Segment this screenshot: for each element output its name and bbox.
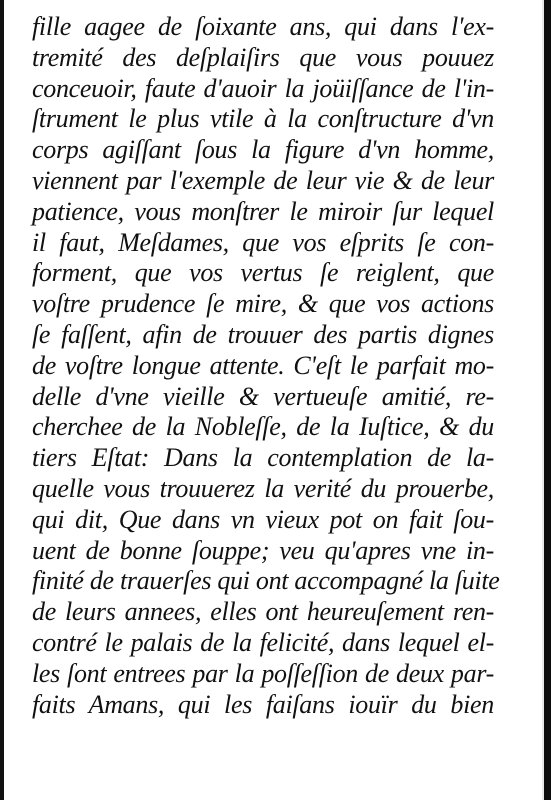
text-line-19: finité de trauerſes qui ont accompagné la ſuite	[32, 566, 500, 596]
text-line-11: ſe faſſent, afin de trouuer des partis dignes	[32, 319, 494, 349]
text-line-10: voſtre prudence ſe mire, & que vos actions	[32, 289, 494, 319]
text-line-16: quelle vous trouuerez la verité du prouerbe,	[32, 473, 494, 503]
text-line-1: fille aagee de ſoixante ans, qui dans l'ex-	[32, 12, 494, 41]
text-line-6: viennent par l'exemple de leur vie & de leur	[32, 165, 494, 195]
text-line-21: contré le palais de la felicité, dans lequel el-	[32, 627, 494, 657]
text-line-12: de voſtre longue attente. C'eſt le parfait mo-	[32, 350, 494, 380]
text-line-4: ſtrument le plus vtile à la conſtructure d'vn	[32, 104, 494, 134]
text-line-13: delle d'vne vieille & vertueuſe amitié, re-	[32, 381, 494, 411]
text-line-2: tremité des deſplaiſirs que vous pouuez	[32, 42, 494, 72]
text-line-8: il faut, Meſdames, que vos eſprits ſe con-	[32, 227, 494, 257]
body-text	[32, 12, 500, 720]
page-edge-left	[0, 0, 4, 800]
text-line-23: faits Amans, qui les faiſans iouïr du bien	[32, 689, 494, 719]
text-line-3: conceuoir, faute d'auoir la joüiſſance de l'in-	[32, 73, 494, 103]
text-line-15: tiers Eſtat: Dans la contemplation de la-	[32, 443, 494, 473]
page-edge-right	[544, 0, 551, 800]
text-line-18: uent de bonne ſouppe; veu qu'apres vne in-	[32, 535, 494, 565]
text-line-22: les ſont entrees par la poſſeſſion de deux par-	[32, 658, 494, 688]
text-line-14: cherchee de la Nobleſſe, de la Iuſtice, & du	[32, 412, 494, 442]
text-line-20: de leurs annees, elles ont heureuſement ren-	[32, 597, 494, 627]
text-line-17: qui dit, Que dans vn vieux pot on fait ſou-	[32, 504, 494, 534]
text-line-5: corps agiſſant ſous la figure d'vn homme,	[32, 135, 494, 165]
text-line-9: forment, que vos vertus ſe reiglent, que	[32, 258, 494, 288]
text-line-7: patience, vous monſtrer le miroir ſur lequel	[32, 196, 494, 226]
